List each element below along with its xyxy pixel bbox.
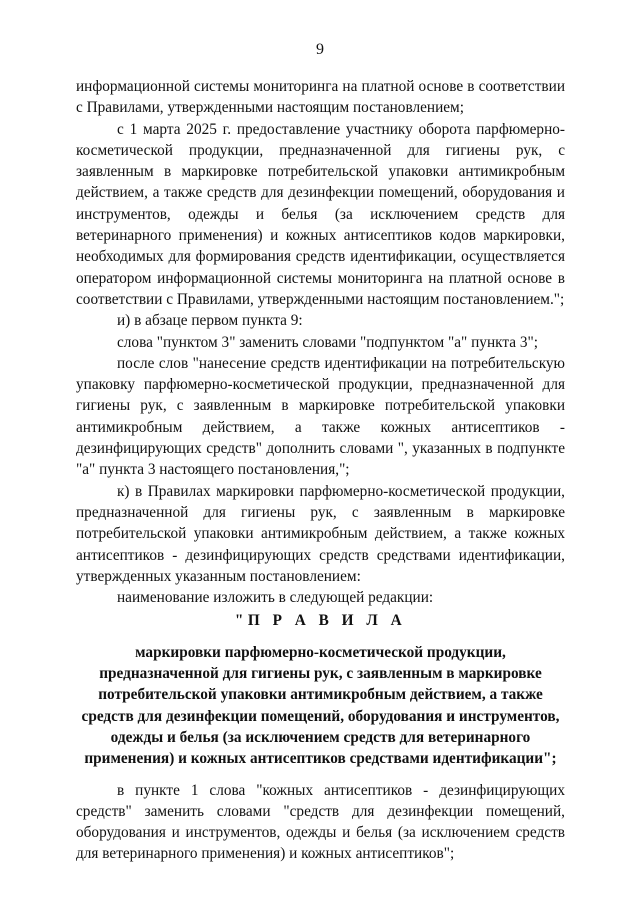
- document-body: [76, 76, 565, 865]
- rules-subtitle: маркировки парфюмерно-косметической продукции, предназначенной для гигиены рук, с заявленным в маркировке потребительской упаковки антимикробным действием, а также средств для дезинфекции помещений, оборудования и инструментов, одежды и белья (за исключением средств для ветеринарного применения) и кожных антисептиков средствами идентификации";: [81, 643, 560, 768]
- paragraph-2: с 1 марта 2025 г. предоставление участнику оборота парфюмерно-косметической продукции, предназначенной для гигиены рук, с заявленным в маркировке потребительской упаковки антимикробным действием, а также средств для дезинфекции помещений, оборудования и инструментов, одежды и белья (за исключением средств для ветеринарного применения) и кожных антисептиков кодов маркировки, необходимых для формирования средств идентификации, осуществляется оператором информационной системы мониторинга на платной основе в соответствии с Правилами, утвержденными настоящим постановлением.";: [76, 120, 565, 308]
- paragraph-3: и) в абзаце первом пункта 9:: [117, 312, 303, 330]
- paragraph-5: после слов "нанесение средств идентификации на потребительскую упаковку парфюмерно-косметической продукции, предназначенной для гигиены рук, с заявленным в маркировке потребительской упаковки антимикробным действием, а также кожных антисептиков - дезинфицирующих средств" дополнить словами ", указанных в подпункте "а" пункта 3 настоящего постановления,";: [76, 354, 565, 479]
- page-number: 9: [316, 41, 324, 58]
- paragraph-8: в пункте 1 слова "кожных антисептиков - дезинфицирующих средств" заменить словами "средств для дезинфекции помещений, оборудования и инструментов, одежды и белья (за исключением средств для ветеринарного применения) и кожных антисептиков";: [76, 781, 565, 863]
- paragraph-1: информационной системы мониторинга на платной основе в соответствии с Правилами, утвержденными настоящим постановлением;: [76, 78, 565, 117]
- paragraph-4: слова "пунктом 3" заменить словами "подпунктом "а" пункта 3";: [117, 333, 538, 351]
- rules-title: "П Р А В И Л А: [234, 612, 407, 630]
- paragraph-7: наименование изложить в следующей редакции:: [117, 589, 434, 607]
- paragraph-6: к) в Правилах маркировки парфюмерно-косметической продукции, предназначенной для гигиены рук, с заявленным в маркировке потребительской упаковки антимикробным действием, а также кожных антисептиков - дезинфицирующих средств средствами идентификации, утвержденных указанным постановлением:: [76, 482, 565, 585]
